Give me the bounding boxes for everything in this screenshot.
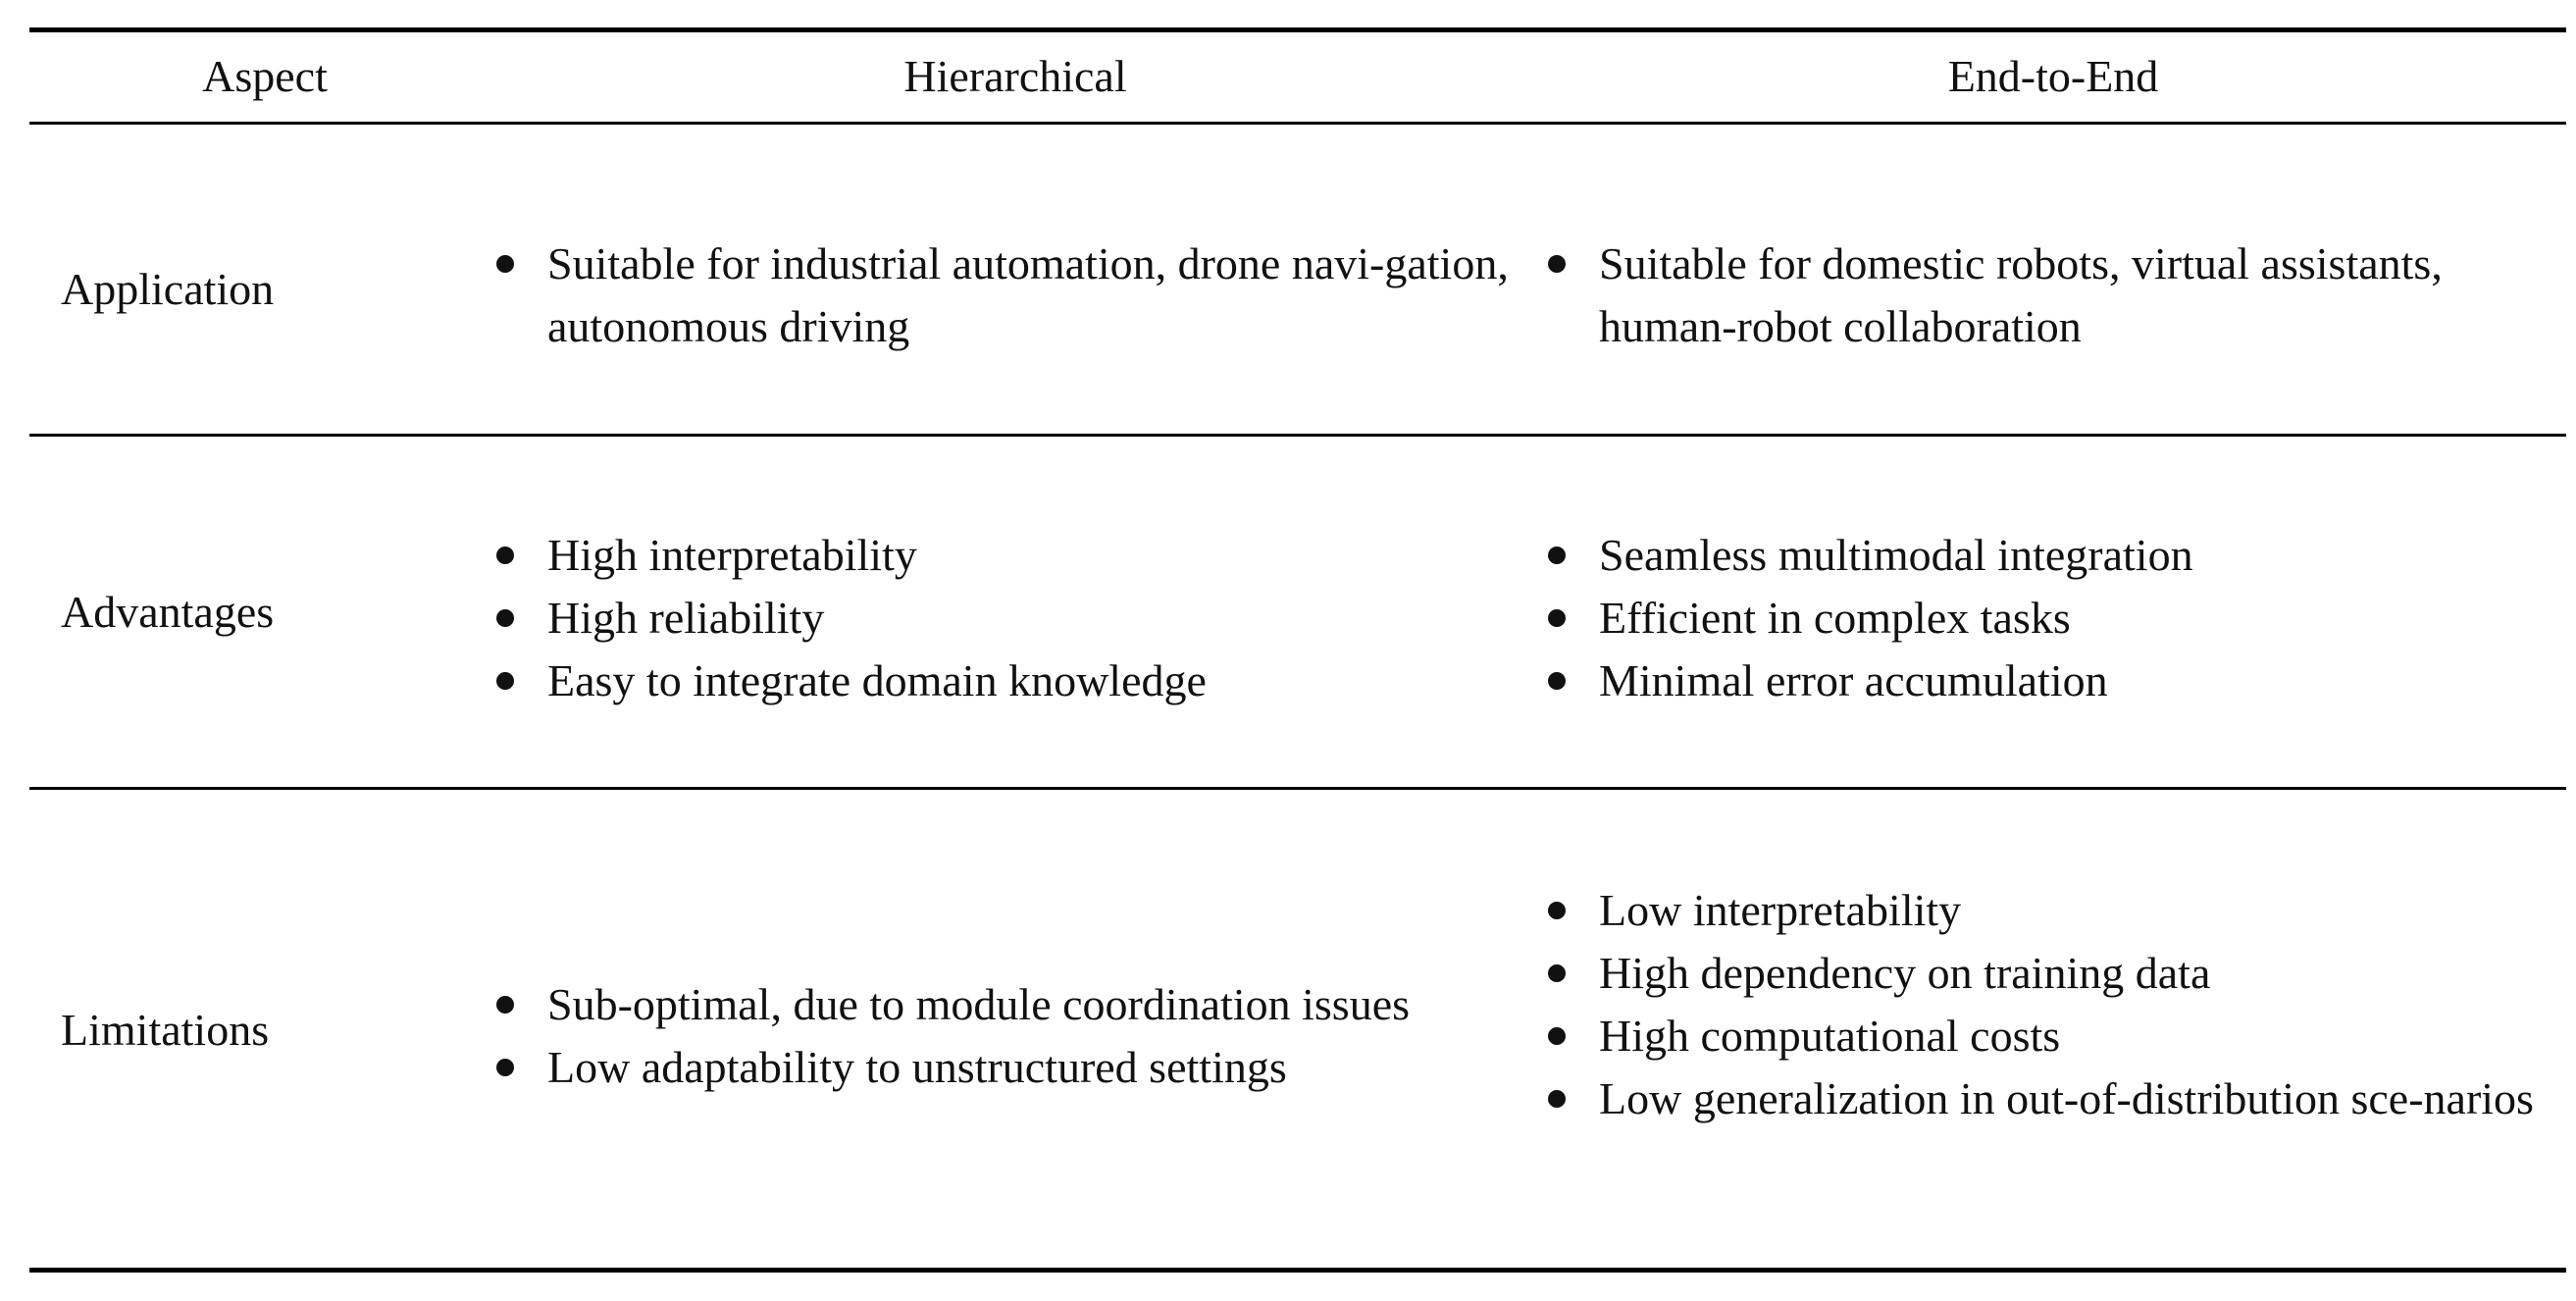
list-item: Easy to integrate domain knowledge <box>492 650 1532 712</box>
list-item: High computational costs <box>1544 1005 2564 1067</box>
bullet-icon <box>1548 255 1566 273</box>
bullet-icon <box>496 996 514 1014</box>
end-to-end-advantages <box>1544 524 2564 712</box>
list-item: Suitable for industrial automation, drone navi-gation, autonomous driving <box>492 233 1532 358</box>
bullet-icon <box>1548 546 1566 564</box>
bullet-icon <box>1548 1027 1566 1045</box>
list-item: Seamless multimodal integration <box>1544 524 2564 587</box>
list-item: Suitable for domestic robots, virtual assistants, human-robot collaboration <box>1544 233 2564 358</box>
list-item: Low interpretability <box>1544 879 2564 942</box>
list-item: High dependency on training data <box>1544 942 2564 1005</box>
list-item: Low generalization in out-of-distribution sce-narios <box>1544 1067 2564 1130</box>
end-to-end-application <box>1544 233 2564 358</box>
aspect-application: Application <box>61 264 275 314</box>
header-end-to-end: End-to-End <box>1947 51 2159 101</box>
bullet-icon <box>496 1059 514 1076</box>
list-item: Minimal error accumulation <box>1544 650 2564 712</box>
end-to-end-limitations <box>1544 879 2564 1130</box>
comparison-table <box>29 0 2566 1301</box>
header-aspect: Aspect <box>202 51 328 101</box>
row-divider <box>29 434 2566 437</box>
bullet-icon <box>496 672 514 690</box>
bullet-icon <box>1548 1090 1566 1108</box>
bullet-icon <box>1548 964 1566 982</box>
bullet-icon <box>496 609 514 627</box>
row-divider <box>29 787 2566 790</box>
aspect-advantages: Advantages <box>61 587 275 637</box>
bottom-rule <box>29 1268 2566 1273</box>
header-hierarchical: Hierarchical <box>903 51 1127 101</box>
header-rule <box>29 122 2566 125</box>
list-item: Low adaptability to unstructured settings <box>492 1036 1532 1099</box>
hierarchical-limitations <box>492 973 1532 1099</box>
bullet-icon <box>1548 902 1566 919</box>
hierarchical-advantages <box>492 524 1532 712</box>
bullet-icon <box>1548 672 1566 690</box>
bullet-icon <box>496 255 514 273</box>
list-item: Sub-optimal, due to module coordination issues <box>492 973 1532 1036</box>
top-rule <box>29 27 2566 32</box>
aspect-limitations: Limitations <box>61 1005 270 1055</box>
list-item: Efficient in complex tasks <box>1544 587 2564 650</box>
list-item: High interpretability <box>492 524 1532 587</box>
list-item: High reliability <box>492 587 1532 650</box>
bullet-icon <box>1548 609 1566 627</box>
hierarchical-application <box>492 233 1532 358</box>
bullet-icon <box>496 546 514 564</box>
